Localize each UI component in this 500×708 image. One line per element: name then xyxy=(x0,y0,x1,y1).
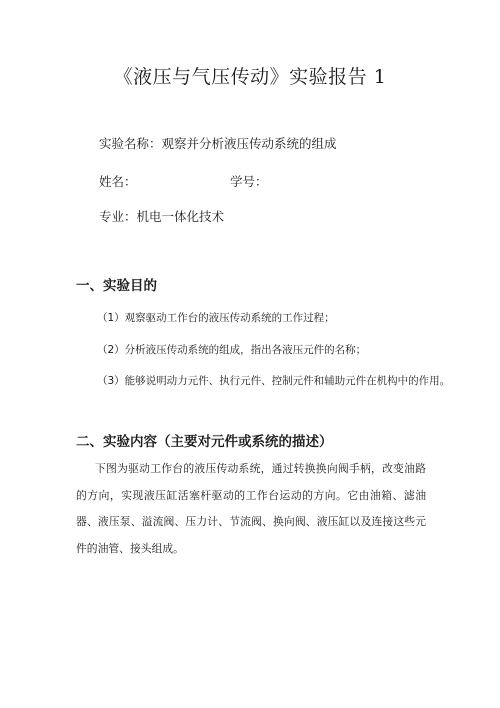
purpose-item: （1）观察驱动工作台的液压传动系统的工作过程； xyxy=(97,312,335,324)
name-label: 姓名： xyxy=(99,174,137,189)
student-id-label: 学号： xyxy=(230,174,268,189)
major-field: 专业：机电一体化技术 xyxy=(99,209,225,224)
section-heading-content: 二、实验内容（主要对元件或系统的描述） xyxy=(76,434,333,450)
purpose-item: （2）分析液压传动系统的组成，指出各液压元件的名称； xyxy=(97,344,367,356)
experiment-name: 实验名称：观察并分析液压传动系统的组成 xyxy=(99,136,337,151)
section-heading-purpose: 一、实验目的 xyxy=(76,278,157,294)
content-paragraph: 下图为驱动工作台的液压传动系统，通过转换换向阀手柄，改变油路的方向，实现液压缸活塞杆驱动的工作台运动的方向。它由油箱、滤油器、液压泵、溢流阀、压力计、节流阀、换向阀、液压缸以及连接这些元件的油管、接头组成。 xyxy=(76,462,426,555)
purpose-item: （3）能够说明动力元件、执行元件、控制元件和辅助元件在机构中的作用。 xyxy=(97,375,451,387)
document-title: 《液压与气压传动》实验报告 1 xyxy=(113,66,387,88)
